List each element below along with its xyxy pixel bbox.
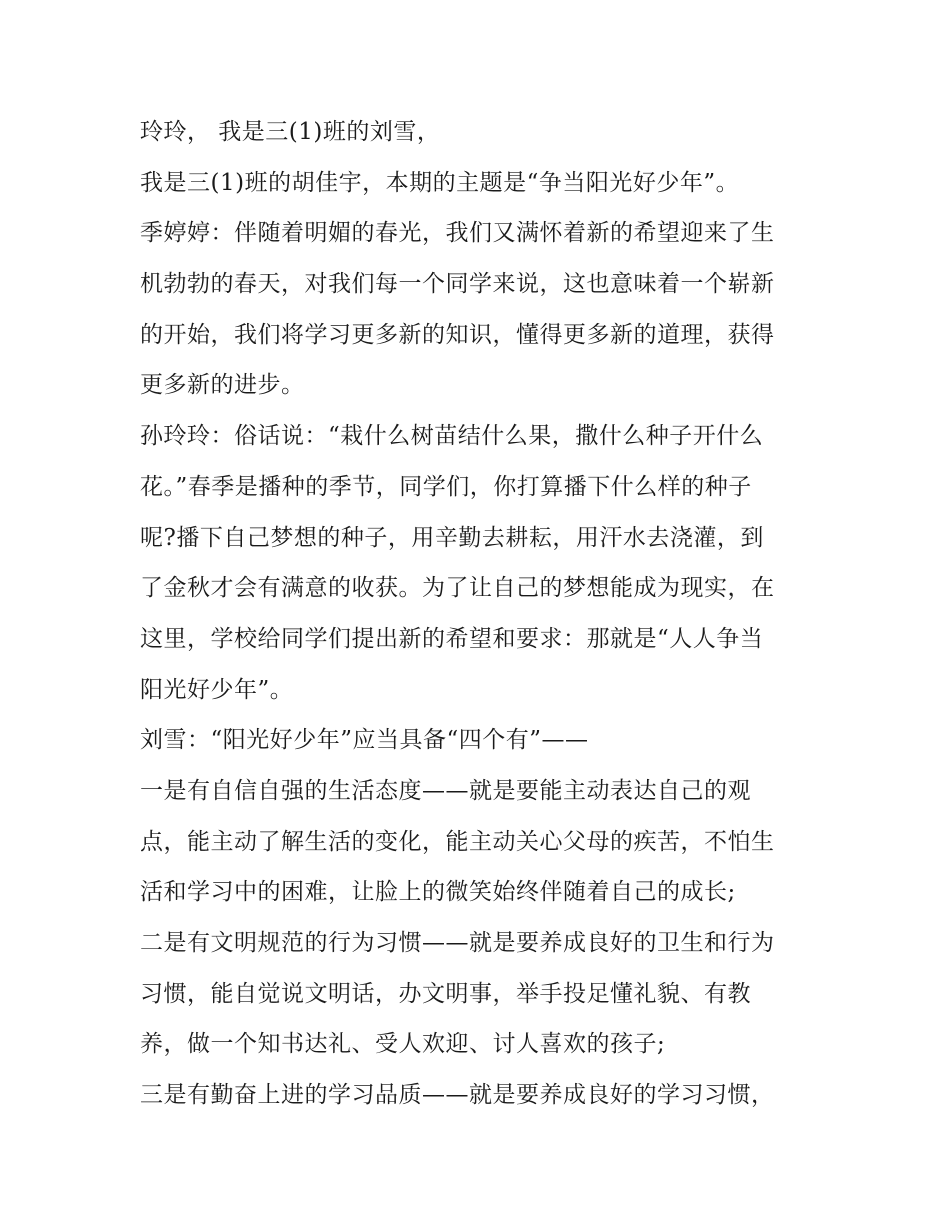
text-line: 季婷婷：伴随着明媚的春光，我们又满怀着新的希望迎来了生 [140,220,775,247]
text-line: 我是三(1)班的胡佳宇，本期的主题是“争当阳光好少年”。 [140,169,740,196]
document-body [140,107,820,1121]
text-line: 花。”春季是播种的季节，同学们，你打算播下什么样的种子 [140,473,752,500]
text-line: 点，能主动了解生活的变化，能主动关心父母的疾苦，不怕生 [140,828,775,855]
text-line: 玲玲， 我是三(1)班的刘雪， [140,119,441,145]
text-line: 三是有勤奋上进的学习品质——就是要养成良好的学习习惯， [140,1082,775,1109]
text-line: 阳光好少年”。 [140,676,294,703]
text-line: 二是有文明规范的行为习惯——就是要养成良好的卫生和行为 [140,930,775,956]
text-line: 机勃勃的春天，对我们每一个同学来说，这也意味着一个崭新 [140,271,775,298]
text-line: 更多新的进步。 [140,372,305,399]
text-line: 活和学习中的困难，让脸上的微笑始终伴随着自己的成长; [140,879,736,906]
text-line: 了金秋才会有满意的收获。为了让自己的梦想能成为现实，在 [140,575,775,602]
text-line: 刘雪：“阳光好少年”应当具备“四个有”—— [140,727,589,754]
text-line: 一是有自信自强的生活态度——就是要能主动表达自己的观 [140,777,751,804]
text-line: 养，做一个知书达礼、受人欢迎、讨人喜欢的孩子; [140,1031,666,1058]
text-line: 这里，学校给同学们提出新的希望和要求：那就是“人人争当 [140,625,764,652]
text-line: 孙玲玲：俗话说：“栽什么树苗结什么果，撒什么种子开什么 [140,423,764,450]
text-line: 习惯，能自觉说文明话，办文明事，举手投足懂礼貌、有教 [140,980,751,1007]
text-line: 的开始，我们将学习更多新的知识，懂得更多新的道理，获得 [140,321,775,348]
text-line: 呢?播下自己梦想的种子，用辛勤去耕耘，用汗水去浇灌，到 [140,524,764,551]
